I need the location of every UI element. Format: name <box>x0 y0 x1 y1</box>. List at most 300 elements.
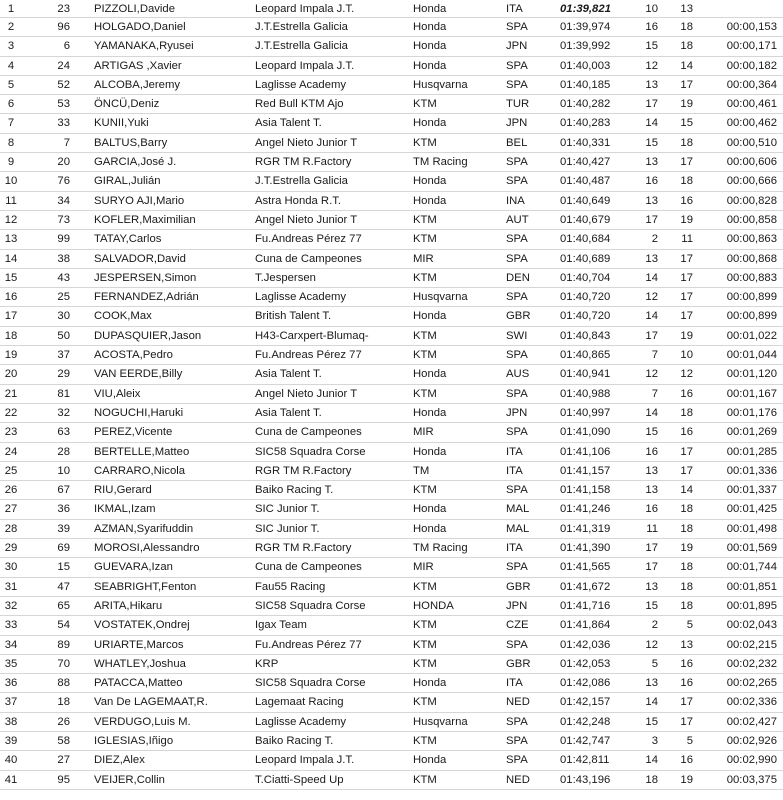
gap-cell: 00:02,336 <box>726 696 777 709</box>
lap-time-cell: 01:40,704 <box>560 271 611 284</box>
rider-number-cell: 28 <box>57 445 70 458</box>
team-cell: Laglisse Academy <box>255 78 347 91</box>
motorcycle-cell: Honda <box>413 21 447 33</box>
rider-number-cell: 6 <box>63 40 70 53</box>
gap-cell: 00:03,375 <box>726 773 777 786</box>
position-cell: 25 <box>4 464 18 477</box>
nation-cell: SPA <box>506 754 528 767</box>
rider-number-cell: 36 <box>57 503 70 516</box>
total-laps-cell: 16 <box>680 387 693 400</box>
position-cell: 37 <box>4 696 18 709</box>
nation-cell: GBR <box>506 580 531 593</box>
rider-number-cell: 33 <box>57 117 70 130</box>
best-lap-cell: 7 <box>651 349 658 362</box>
total-laps-cell: 14 <box>680 484 693 497</box>
table-row <box>0 539 783 558</box>
team-cell: Cuna de Campeones <box>255 426 362 439</box>
gap-cell: 00:00,461 <box>726 98 777 111</box>
position-cell: 9 <box>7 156 15 169</box>
rider-number-cell: 63 <box>57 426 70 439</box>
rider-name-cell: SEABRIGHT,Fenton <box>94 580 197 593</box>
motorcycle-cell: KTM <box>413 696 437 709</box>
table-row <box>0 18 783 37</box>
table-row <box>0 172 783 191</box>
rider-name-cell: PEREZ,Vicente <box>94 426 173 439</box>
gap-cell: 00:00,510 <box>726 136 777 149</box>
team-cell: SIC58 Squadra Corse <box>255 445 366 458</box>
total-laps-cell: 16 <box>680 426 693 439</box>
gap-cell: 00:01,285 <box>726 445 777 458</box>
rider-number-cell: 47 <box>57 580 70 593</box>
best-lap-cell: 16 <box>645 503 658 516</box>
gap-cell: 00:01,336 <box>726 464 777 477</box>
rider-name-cell: HOLGADO,Daniel <box>94 21 186 33</box>
gap-cell: 00:01,569 <box>726 542 777 555</box>
total-laps-cell: 18 <box>680 522 693 535</box>
lap-time-cell: 01:39,974 <box>560 21 611 33</box>
rider-name-cell: IGLESIAS,Iñigo <box>94 734 174 747</box>
rider-number-cell: 95 <box>57 773 70 786</box>
best-lap-cell: 14 <box>645 310 658 323</box>
team-cell: British Talent T. <box>255 310 332 323</box>
table-row <box>0 211 783 230</box>
team-cell: Igax Team <box>255 619 307 632</box>
table-row <box>0 346 783 365</box>
table-row <box>0 250 783 269</box>
position-cell: 40 <box>4 754 18 767</box>
table-row <box>0 500 783 519</box>
best-lap-cell: 17 <box>645 561 658 574</box>
rider-name-cell: RIU,Gerard <box>94 484 152 497</box>
position-cell: 26 <box>4 484 18 497</box>
best-lap-cell: 13 <box>645 464 658 477</box>
rider-name-cell: BALTUS,Barry <box>94 136 168 149</box>
nation-cell: ITA <box>506 445 523 458</box>
position-cell: 11 <box>5 194 17 207</box>
nation-cell: ITA <box>506 464 523 477</box>
team-cell: Asia Talent T. <box>255 406 322 419</box>
table-row <box>0 616 783 635</box>
best-lap-cell: 13 <box>645 252 658 265</box>
best-lap-cell: 11 <box>646 522 658 535</box>
table-row <box>0 230 783 249</box>
total-laps-cell: 10 <box>680 349 693 362</box>
best-lap-cell: 14 <box>645 754 658 767</box>
rider-number-cell: 43 <box>57 271 70 284</box>
gap-cell: 00:01,425 <box>726 503 777 516</box>
table-row <box>0 462 783 481</box>
lap-time-cell: 01:41,158 <box>560 484 611 497</box>
position-cell: 34 <box>4 638 18 651</box>
lap-time-cell: 01:40,283 <box>560 117 611 130</box>
position-cell: 7 <box>7 117 15 130</box>
rider-number-cell: 7 <box>63 136 70 149</box>
lap-time-cell: 01:41,157 <box>560 464 611 477</box>
rider-number-cell: 25 <box>57 291 70 304</box>
best-lap-cell: 15 <box>645 136 658 149</box>
total-laps-cell: 16 <box>680 677 693 690</box>
team-cell: Astra Honda R.T. <box>255 194 342 207</box>
rider-number-cell: 58 <box>57 734 70 747</box>
motorcycle-cell: Husqvarna <box>413 715 468 728</box>
total-laps-cell: 17 <box>680 271 693 284</box>
nation-cell: DEN <box>506 271 530 284</box>
team-cell: J.T.Estrella Galicia <box>255 40 348 53</box>
table-row <box>0 674 783 693</box>
gap-cell: 00:00,606 <box>726 156 777 169</box>
lap-time-cell: 01:41,246 <box>560 503 611 516</box>
position-cell: 35 <box>4 657 18 670</box>
rider-name-cell: NOGUCHI,Haruki <box>94 406 184 419</box>
table-row <box>0 269 783 288</box>
best-lap-cell: 13 <box>645 194 658 207</box>
team-cell: SIC Junior T. <box>255 503 320 516</box>
motorcycle-cell: Honda <box>413 117 447 130</box>
position-cell: 20 <box>4 368 18 381</box>
position-cell: 24 <box>4 445 18 458</box>
team-cell: Laglisse Academy <box>255 291 347 304</box>
team-cell: Baiko Racing T. <box>255 484 334 497</box>
nation-cell: BEL <box>506 136 528 149</box>
team-cell: T.Jespersen <box>255 271 316 284</box>
total-laps-cell: 18 <box>680 561 693 574</box>
table-row <box>0 443 783 462</box>
rider-name-cell: VERDUGO,Luis M. <box>94 715 191 728</box>
gap-cell: 00:00,883 <box>726 271 777 284</box>
total-laps-cell: 17 <box>680 310 693 323</box>
motorcycle-cell: KTM <box>413 329 437 342</box>
best-lap-cell: 14 <box>645 271 658 284</box>
rider-number-cell: 67 <box>57 484 70 497</box>
gap-cell: 00:01,269 <box>726 426 777 439</box>
rider-number-cell: 70 <box>57 657 70 670</box>
team-cell: Laglisse Academy <box>255 715 347 728</box>
rider-name-cell: DUPASQUIER,Jason <box>94 329 202 342</box>
team-cell: Fau55 Racing <box>255 580 326 593</box>
best-lap-cell: 13 <box>645 580 658 593</box>
team-cell: SIC58 Squadra Corse <box>255 677 366 690</box>
rider-name-cell: Van De LAGEMAAT,R. <box>94 696 208 709</box>
total-laps-cell: 19 <box>680 542 693 555</box>
lap-time-cell: 01:40,720 <box>560 291 611 304</box>
nation-cell: JPN <box>506 117 528 130</box>
lap-time-cell: 01:42,086 <box>560 677 611 690</box>
best-lap-cell: 13 <box>645 156 658 169</box>
motorcycle-cell: Honda <box>413 754 447 767</box>
team-cell: Leopard Impala J.T. <box>255 59 355 72</box>
table-row <box>0 520 783 539</box>
lap-time-cell: 01:40,331 <box>560 136 611 149</box>
lap-time-cell: 01:40,720 <box>560 310 611 323</box>
rider-name-cell: SALVADOR,David <box>94 252 186 265</box>
table-row <box>0 37 783 56</box>
motorcycle-cell: KTM <box>413 233 437 246</box>
rider-number-cell: 26 <box>57 715 70 728</box>
gap-cell: 00:00,462 <box>726 117 777 130</box>
rider-name-cell: YAMANAKA,Ryusei <box>94 40 194 53</box>
total-laps-cell: 18 <box>680 599 693 612</box>
rider-number-cell: 20 <box>57 156 70 169</box>
position-cell: 5 <box>7 78 15 91</box>
motorcycle-cell: TM Racing <box>413 156 468 169</box>
gap-cell: 00:02,043 <box>726 619 777 632</box>
nation-cell: SPA <box>506 715 528 728</box>
position-cell: 2 <box>7 21 15 33</box>
rider-name-cell: GARCIA,José J. <box>94 156 177 169</box>
rider-number-cell: 32 <box>57 406 70 419</box>
total-laps-cell: 12 <box>680 368 693 381</box>
gap-cell: 00:01,744 <box>726 561 777 574</box>
best-lap-cell: 14 <box>645 406 658 419</box>
rider-name-cell: FERNANDEZ,Adrián <box>94 291 199 304</box>
gap-cell: 00:01,498 <box>726 522 777 535</box>
gap-cell: 00:00,364 <box>726 78 777 91</box>
table-row <box>0 423 783 442</box>
rider-name-cell: VAN EERDE,Billy <box>94 368 183 381</box>
best-lap-cell: 12 <box>645 291 658 304</box>
total-laps-cell: 17 <box>680 291 693 304</box>
gap-cell: 00:02,427 <box>726 715 777 728</box>
rider-number-cell: 88 <box>57 677 70 690</box>
gap-cell: 00:02,232 <box>726 657 777 670</box>
position-cell: 39 <box>4 734 18 747</box>
rider-name-cell: ALCOBA,Jeremy <box>94 78 181 91</box>
rider-number-cell: 29 <box>57 368 70 381</box>
table-row <box>0 558 783 577</box>
lap-time-cell: 01:41,106 <box>560 445 611 458</box>
total-laps-cell: 17 <box>680 464 693 477</box>
rider-name-cell: KOFLER,Maximilian <box>94 213 196 226</box>
motorcycle-cell: KTM <box>413 349 437 362</box>
nation-cell: SPA <box>506 78 528 91</box>
best-lap-cell: 16 <box>645 445 658 458</box>
nation-cell: SPA <box>506 484 528 497</box>
motorcycle-cell: TM <box>413 464 430 477</box>
motorcycle-cell: Honda <box>413 3 447 15</box>
best-lap-cell: 14 <box>645 117 658 130</box>
position-cell: 17 <box>4 310 18 323</box>
position-cell: 27 <box>4 503 18 516</box>
nation-cell: MAL <box>506 503 530 516</box>
nation-cell: GBR <box>506 310 531 323</box>
table-row <box>0 655 783 674</box>
table-row <box>0 578 783 597</box>
rider-number-cell: 81 <box>57 387 70 400</box>
rider-name-cell: VOSTATEK,Ondrej <box>94 619 190 632</box>
table-row <box>0 481 783 500</box>
team-cell: H43-Carxpert-Blumaq- <box>255 329 369 342</box>
total-laps-cell: 18 <box>680 406 693 419</box>
total-laps-cell: 19 <box>680 98 693 111</box>
gap-cell: 00:02,926 <box>726 734 777 747</box>
motorcycle-cell: TM Racing <box>413 542 468 555</box>
table-row <box>0 751 783 770</box>
best-lap-cell: 17 <box>645 542 658 555</box>
nation-cell: AUT <box>506 213 529 226</box>
lap-time-cell: 01:40,427 <box>560 156 611 169</box>
motorcycle-cell: KTM <box>413 136 437 149</box>
table-row <box>0 114 783 133</box>
nation-cell: SPA <box>506 561 528 574</box>
position-cell: 28 <box>4 522 18 535</box>
motorcycle-cell: KTM <box>413 657 437 670</box>
motorcycle-cell: KTM <box>413 98 437 111</box>
rider-number-cell: 39 <box>57 522 70 535</box>
gap-cell: 00:02,215 <box>726 638 777 651</box>
rider-number-cell: 52 <box>57 78 70 91</box>
rider-number-cell: 96 <box>57 21 70 33</box>
rider-name-cell: TATAY,Carlos <box>94 233 162 246</box>
team-cell: Asia Talent T. <box>255 368 322 381</box>
rider-name-cell: MOROSI,Alessandro <box>94 542 200 555</box>
lap-time-cell: 01:41,565 <box>560 561 611 574</box>
total-laps-cell: 17 <box>680 156 693 169</box>
total-laps-cell: 17 <box>680 696 693 709</box>
best-lap-cell: 17 <box>645 98 658 111</box>
lap-time-cell: 01:42,248 <box>560 715 611 728</box>
position-cell: 41 <box>4 773 18 786</box>
lap-time-cell: 01:42,747 <box>560 734 611 747</box>
nation-cell: NED <box>506 696 530 709</box>
position-cell: 15 <box>4 271 18 284</box>
gap-cell: 00:00,182 <box>726 59 777 72</box>
nation-cell: SPA <box>506 291 528 304</box>
total-laps-cell: 19 <box>680 773 693 786</box>
table-row <box>0 327 783 346</box>
rider-name-cell: SURYO AJI,Mario <box>94 194 185 207</box>
best-lap-cell: 13 <box>645 677 658 690</box>
nation-cell: JPN <box>506 40 528 53</box>
total-laps-cell: 17 <box>680 715 693 728</box>
best-lap-cell: 15 <box>645 40 658 53</box>
best-lap-cell: 12 <box>645 638 658 651</box>
motorcycle-cell: HONDA <box>413 599 454 612</box>
position-cell: 4 <box>7 59 15 72</box>
lap-time-cell: 01:42,811 <box>560 754 610 767</box>
motorcycle-cell: MIR <box>413 426 434 439</box>
team-cell: RGR TM R.Factory <box>255 156 352 169</box>
lap-time-cell: 01:40,003 <box>560 59 611 72</box>
lap-time-cell: 01:42,036 <box>560 638 611 651</box>
team-cell: J.T.Estrella Galicia <box>255 21 348 33</box>
rider-name-cell: ARTIGAS ,Xavier <box>94 59 182 72</box>
total-laps-cell: 18 <box>680 503 693 516</box>
team-cell: RGR TM R.Factory <box>255 542 352 555</box>
motorcycle-cell: KTM <box>413 213 437 226</box>
best-lap-cell: 15 <box>645 426 658 439</box>
table-row <box>0 288 783 307</box>
rider-name-cell: ACOSTA,Pedro <box>94 349 173 362</box>
team-cell: Leopard Impala J.T. <box>255 754 355 767</box>
position-cell: 30 <box>4 561 18 574</box>
best-lap-cell: 3 <box>651 734 658 747</box>
position-cell: 8 <box>7 136 15 149</box>
team-cell: Fu.Andreas Pérez 77 <box>255 233 362 246</box>
nation-cell: CZE <box>506 619 529 632</box>
position-cell: 22 <box>4 406 18 419</box>
rider-name-cell: DIEZ,Alex <box>94 754 145 767</box>
gap-cell: 00:00,171 <box>726 40 777 53</box>
rider-name-cell: BERTELLE,Matteo <box>94 445 190 458</box>
rider-number-cell: 27 <box>57 754 70 767</box>
rider-name-cell: VEIJER,Collin <box>94 773 165 786</box>
position-cell: 6 <box>7 98 15 111</box>
gap-cell: 00:00,828 <box>726 194 777 207</box>
total-laps-cell: 17 <box>680 252 693 265</box>
motorcycle-cell: Husqvarna <box>413 291 468 304</box>
best-lap-cell: 15 <box>645 599 658 612</box>
position-cell: 31 <box>4 580 18 593</box>
rider-number-cell: 73 <box>57 213 70 226</box>
motorcycle-cell: Honda <box>413 40 447 53</box>
team-cell: KRP <box>255 657 279 670</box>
rider-name-cell: KUNII,Yuki <box>94 117 149 130</box>
rider-number-cell: 30 <box>57 310 70 323</box>
best-lap-cell: 7 <box>651 387 658 400</box>
table-row <box>0 385 783 404</box>
team-cell: J.T.Estrella Galicia <box>255 175 348 188</box>
rider-name-cell: WHATLEY,Joshua <box>94 657 186 670</box>
lap-time-cell: 01:40,684 <box>560 233 611 246</box>
rider-number-cell: 53 <box>57 98 70 111</box>
motorcycle-cell: Husqvarna <box>413 78 468 91</box>
best-lap-cell: 16 <box>645 21 658 33</box>
table-row <box>0 307 783 326</box>
rider-number-cell: 37 <box>57 349 70 362</box>
best-lap-cell: 10 <box>645 3 658 15</box>
team-cell: Lagemaat Racing <box>255 696 344 709</box>
lap-time-cell: 01:39,992 <box>560 40 611 53</box>
position-cell: 36 <box>4 677 18 690</box>
nation-cell: JPN <box>506 406 528 419</box>
rider-name-cell: PIZZOLI,Davide <box>94 3 175 15</box>
motorcycle-cell: Honda <box>413 445 447 458</box>
total-laps-cell: 18 <box>680 136 693 149</box>
gap-cell: 00:00,858 <box>726 213 777 226</box>
gap-cell: 00:02,990 <box>726 754 777 767</box>
rider-number-cell: 54 <box>57 619 70 632</box>
nation-cell: ITA <box>506 677 523 690</box>
total-laps-cell: 14 <box>680 59 693 72</box>
motorcycle-cell: Honda <box>413 310 447 323</box>
nation-cell: SPA <box>506 426 528 439</box>
rider-name-cell: PATACCA,Matteo <box>94 677 183 690</box>
nation-cell: AUS <box>506 368 530 381</box>
nation-cell: NED <box>506 773 530 786</box>
table-row <box>0 134 783 153</box>
gap-cell: 00:01,022 <box>726 329 777 342</box>
gap-cell: 00:00,666 <box>726 175 777 188</box>
table-row <box>0 597 783 616</box>
nation-cell: SWI <box>506 329 528 342</box>
lap-time-cell: 01:40,988 <box>560 387 611 400</box>
position-cell: 23 <box>4 426 18 439</box>
position-cell: 16 <box>4 291 18 304</box>
rider-name-cell: JESPERSEN,Simon <box>94 271 197 284</box>
gap-cell: 00:00,863 <box>726 233 777 246</box>
team-cell: Leopard Impala J.T. <box>255 3 355 15</box>
nation-cell: TUR <box>506 98 530 111</box>
position-cell: 19 <box>4 349 18 362</box>
position-cell: 10 <box>4 175 18 188</box>
total-laps-cell: 5 <box>686 619 693 632</box>
team-cell: RGR TM R.Factory <box>255 464 352 477</box>
rider-name-cell: VIU,Aleix <box>94 387 141 400</box>
best-lap-cell: 18 <box>645 773 658 786</box>
position-cell: 13 <box>4 233 18 246</box>
team-cell: Cuna de Campeones <box>255 252 362 265</box>
total-laps-cell: 18 <box>680 40 693 53</box>
